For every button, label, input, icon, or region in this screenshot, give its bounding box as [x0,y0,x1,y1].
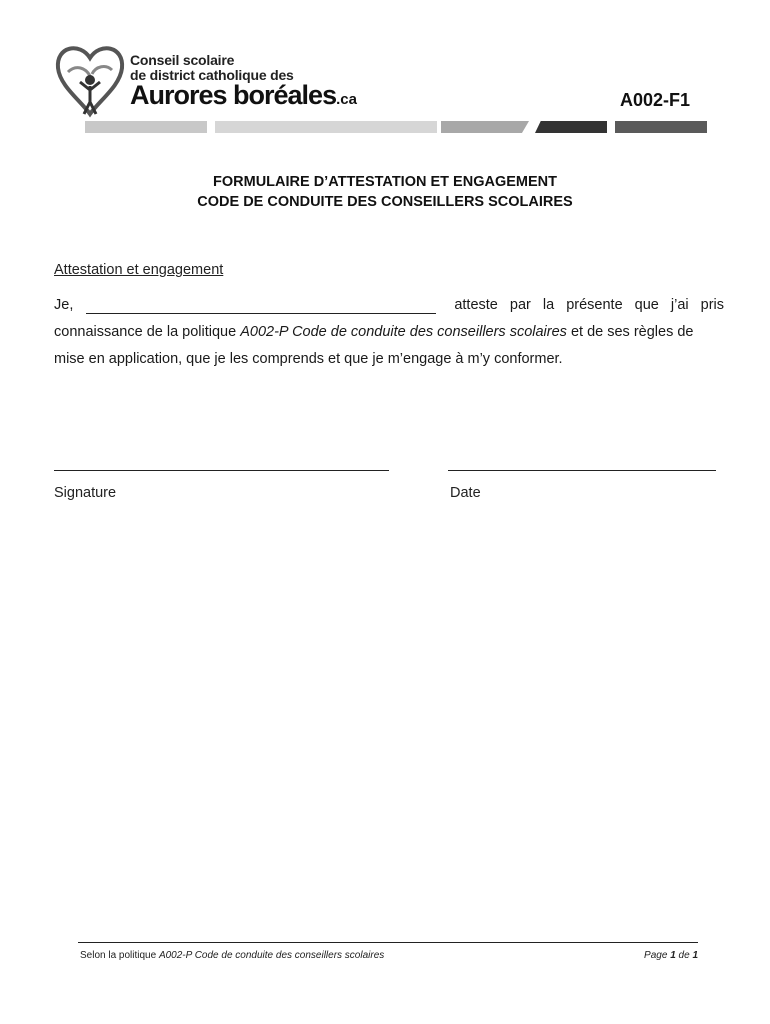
page-number [644,950,698,961]
form-code: A002-F1 [619,90,690,110]
footer-policy-name: A002-P Code de conduite des conseillers scolaires [158,950,385,961]
page-title [0,172,770,212]
line2-end: et de ses règles de [566,324,694,340]
logo-line-3 [130,80,357,111]
attestation-line-3: mise en application, que je les comprends et que je m’engage à m’y conformer. [54,351,563,367]
logo-line-2: de district catholique des [130,67,294,83]
policy-name: A002-P Code de conduite des conseillers scolaires [240,324,567,340]
date-blank-field[interactable] [448,470,716,471]
footer-policy-ref [80,950,384,961]
board-logo [50,42,357,120]
title-line-1: FORMULAIRE D’ATTESTATION ET ENGAGEMENT [213,174,557,190]
page-total: 1 [692,950,698,961]
logo-tld: .ca [336,91,357,108]
page-current: 1 [670,950,676,961]
footer-prefix: Selon la politique [80,950,159,961]
signature-label: Signature [54,485,117,501]
section-heading: Attestation et engagement [54,262,224,278]
header-bar-3 [441,121,529,133]
date-label: Date [450,485,481,501]
header-bar-1 [85,121,207,133]
line2-start: connaissance de la politique [54,324,241,340]
je-label: Je, [54,297,74,313]
header-bar-5 [535,121,607,133]
attest-text: atteste par la présente que j’ai pris [454,297,724,313]
header-color-bars [85,121,707,133]
attestation-line-2 [54,324,724,340]
page-word: Page [644,950,671,961]
attestation-line-1 [54,297,724,317]
title-line-2: CODE DE CONDUITE DES CONSEILLERS SCOLAIRES [197,194,573,210]
footer-rule [78,942,698,943]
logo-wordmark: Aurores boréales [130,80,337,110]
header-bar-2 [215,121,437,133]
header-bar-6 [615,121,707,133]
aurora-heart-icon [50,42,130,120]
name-blank-field[interactable] [86,297,436,314]
page-of: de [675,950,693,961]
signature-blank-field[interactable] [54,470,389,471]
logo-line-1: Conseil scolaire [130,52,235,68]
